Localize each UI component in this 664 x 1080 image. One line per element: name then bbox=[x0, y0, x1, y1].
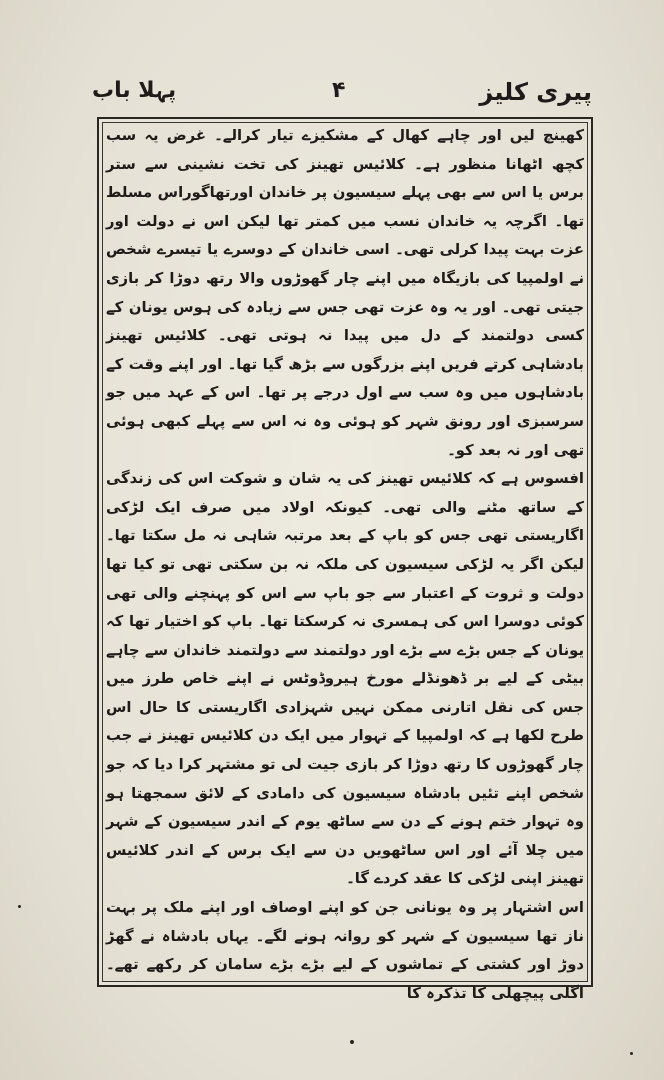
chapter-heading: پہلا باب bbox=[92, 78, 177, 103]
print-speck bbox=[18, 905, 21, 908]
print-speck bbox=[630, 1052, 633, 1055]
running-title: پیری کلیز bbox=[479, 78, 592, 106]
page-number: ۴ bbox=[332, 78, 346, 103]
paragraph-3: اس اشتہار پر وہ یونانی جن کو اپنے اوصاف اور اپنے ملک پر بہت ناز تھا سیسیون کے شہر کو روانہ ہونے لگے۔ یہاں بادشاہ نے گھڑ دوڑ اور کشتی کے تماشوں کے لیے بڑے بڑے سامان کر رکھے تھے۔ اگلی پیچھلی کا تذکرہ کا bbox=[106, 899, 584, 1002]
body-text bbox=[106, 122, 584, 1002]
page-header bbox=[92, 78, 592, 112]
print-speck bbox=[350, 1040, 354, 1044]
paragraph-2: افسوس ہے کہ کلائیس تھینز کی یہ شان و شوکت اس کی زندگی کے ساتھ مٹنے والی تھی۔ کیونکہ اولاد میں صرف ایک لڑکی اگاریستی تھی جس کو باپ کے بعد مرتبہ شاہی نہ مل سکتا تھا۔ لیکن اگر یہ لڑکی سیسیون کی ملکہ نہ بن سکتی تھی تو کیا تھا دولت و ثروت کے اعتبار سے جو باپ سے اس کو پہنچنے والی تھی کوئی دوسرا اس کی ہمسری نہ کرسکتا تھا۔ باپ کو اختیار تھا کہ یونان کے جس بڑے سے بڑے اور دولتمند سے دولتمند خاندان سے چاہے بیٹی کے لیے بر ڈھونڈلے مورخ ہیروڈوٹس نے اپنے خاص طرز میں جس کی نقل اتارنی ممکن نہیں شہزادی اگاریستی کا حال اس طرح لکھا ہے کہ اولمپیا کے تہوار میں ایک دن کلائیس تھینز نے جب چار گھوڑوں کا رتھ دوڑا کر بازی جیت لی تو مشتہر کرا دیا کہ جو شخص اپنے تئیں بادشاہ سیسیون کی دامادی کے لائق سمجھتا ہو وہ تہوار ختم ہونے کے دن سے ساٹھ یوم کے اندر سیسیون کے شہر میں چلا آئے اور اس ساٹھویں دن سے ایک برس کے اندر کلائیس تھینز اپنی لڑکی کا عقد کردے گا۔ bbox=[106, 470, 584, 888]
paragraph-1: کھینچ لیں اور چاہے کھال کے مشکیزے تیار کرالے۔ غرض یہ سب کچھ اٹھانا منظور ہے۔ کلائیس تھینز کی تخت نشینی سے ستر برس یا اس سے بھی پہلے سیسیون پر خاندان اورتھاگوراس مسلط تھا۔ اگرچہ یہ خاندان نسب میں کمتر تھا لیکن اس نے دولت اور عزت بہت پیدا کرلی تھی۔ اسی خاندان کے دوسرے یا تیسرے شخص نے اولمپیا کی بازیگاہ میں اپنے چار گھوڑوں والا رتھ دوڑا کر بازی جیتی تھی۔ اور یہ وہ عزت تھی جس سے زیادہ کی ہوس یونان کے کسی دولتمند کے دل میں پیدا نہ ہوتی تھی۔ کلائیس تھینز بادشاہی کرتے فریں اپنے بزرگوں سے بڑھ گیا تھا۔ اور اپنے وقت کے بادشاہوں میں وہ سب سے اول درجے پر تھا۔ اس کے عہد میں جو سرسبزی اور رونق شہر کو ہوئی وہ نہ اس سے پہلے کبھی ہوئی تھی اور نہ بعد کو۔ bbox=[106, 127, 584, 459]
